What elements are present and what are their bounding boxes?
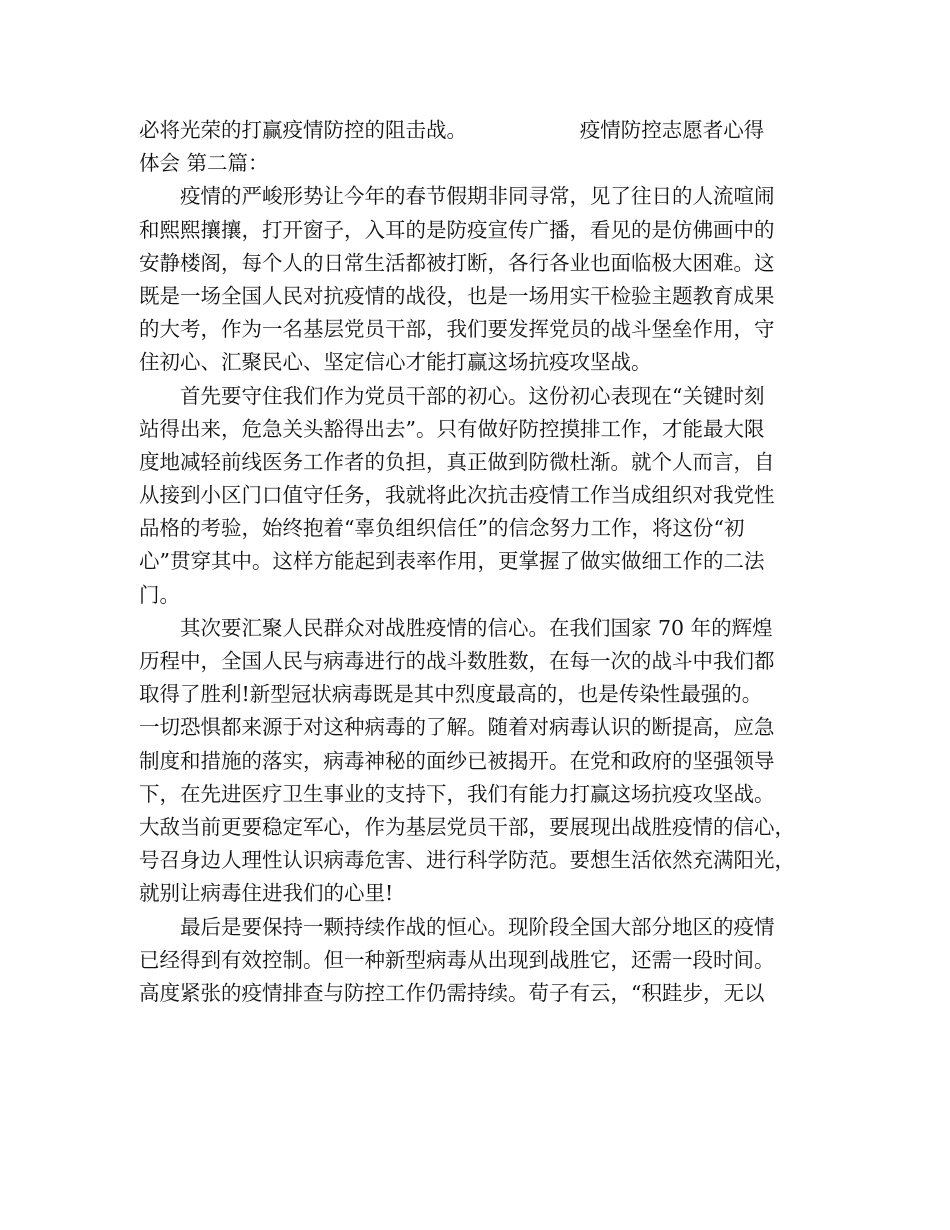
text-line: 既是一场全国人民对抗疫情的战役，也是一场用实干检验主题教育成果 bbox=[139, 283, 775, 308]
text-line: 就别让病毒住进我们的心里! bbox=[139, 881, 394, 906]
text-line: 必将光荣的打赢疫情防控的阻击战。 疫情防控志愿者心得 bbox=[139, 118, 765, 142]
text-line: 号召身边人理性认识病毒危害、进行科学防范。要想生活依然充满阳光， bbox=[139, 848, 795, 873]
text-line: 疫情的严峻形势让今年的春节假期非同寻常，见了往日的人流喧闹 bbox=[139, 184, 775, 209]
text-line: 安静楼阁，每个人的日常生活都被打断，各行各业也面临极大困难。这 bbox=[139, 250, 775, 275]
text-line: 大敌当前更要稳定军心，作为基层党员干部，要展现出战胜疫情的信心， bbox=[139, 814, 795, 839]
text-line: 其次要汇聚人民群众对战胜疫情的信心。在我们国家 70 年的辉煌 bbox=[139, 615, 773, 640]
text-line: 一切恐惧都来源于对这种病毒的了解。随着对病毒认识的断提高，应急 bbox=[139, 715, 775, 740]
text-line: 首先要守住我们作为党员干部的初心。这份初心表现在“关键时刻 bbox=[139, 383, 765, 408]
text-line: 心”贯穿其中。这样方能起到表率作用，更掌握了做实做细工作的二法 bbox=[139, 549, 765, 574]
text-line: 最后是要保持一颗持续作战的恒心。现阶段全国大部分地区的疫情 bbox=[139, 914, 775, 939]
text-line: 品格的考验，始终抱着“辜负组织信任”的信念努力工作，将这份“初 bbox=[139, 516, 745, 541]
text-line: 住初心、汇聚民心、坚定信心才能打赢这场抗疫攻坚战。 bbox=[139, 350, 652, 375]
text-line: 下，在先进医疗卫生事业的支持下，我们有能力打赢这场抗疫攻坚战。 bbox=[139, 781, 775, 806]
text-line: 取得了胜利!新型冠状病毒既是其中烈度最高的，也是传染性最强的。 bbox=[139, 682, 763, 707]
text-line: 已经得到有效控制。但一种新型病毒从出现到战胜它，还需一段时间。 bbox=[139, 947, 775, 972]
text-line: 高度紧张的疫情排查与防控工作仍需持续。荀子有云，“积跬步，无以 bbox=[139, 980, 765, 1005]
text-line: 和熙熙攘攘，打开窗子，入耳的是防疫宣传广播，看见的是仿佛画中的 bbox=[139, 217, 775, 242]
text-line: 从接到小区门口值守任务，我就将此次抗击疫情工作当成组织对我党性 bbox=[139, 483, 775, 508]
text-line: 门。 bbox=[139, 582, 180, 607]
text-line: 站得出来，危急关头豁得出去”。只有做好防控摸排工作，才能最大限 bbox=[139, 416, 765, 441]
text-line: 体会 第二篇： bbox=[139, 151, 269, 176]
text-line: 度地减轻前线医务工作者的负担，真正做到防微杜渐。就个人而言，自 bbox=[139, 449, 775, 474]
document-body bbox=[139, 114, 819, 1010]
text-line: 的大考，作为一名基层党员干部，我们要发挥党员的战斗堡垒作用，守 bbox=[139, 317, 775, 342]
text-line: 历程中，全国人民与病毒进行的战斗数胜数，在每一次的战斗中我们都 bbox=[139, 649, 775, 673]
text-line: 制度和措施的落实，病毒神秘的面纱已被揭开。在党和政府的坚强领导 bbox=[139, 748, 775, 773]
